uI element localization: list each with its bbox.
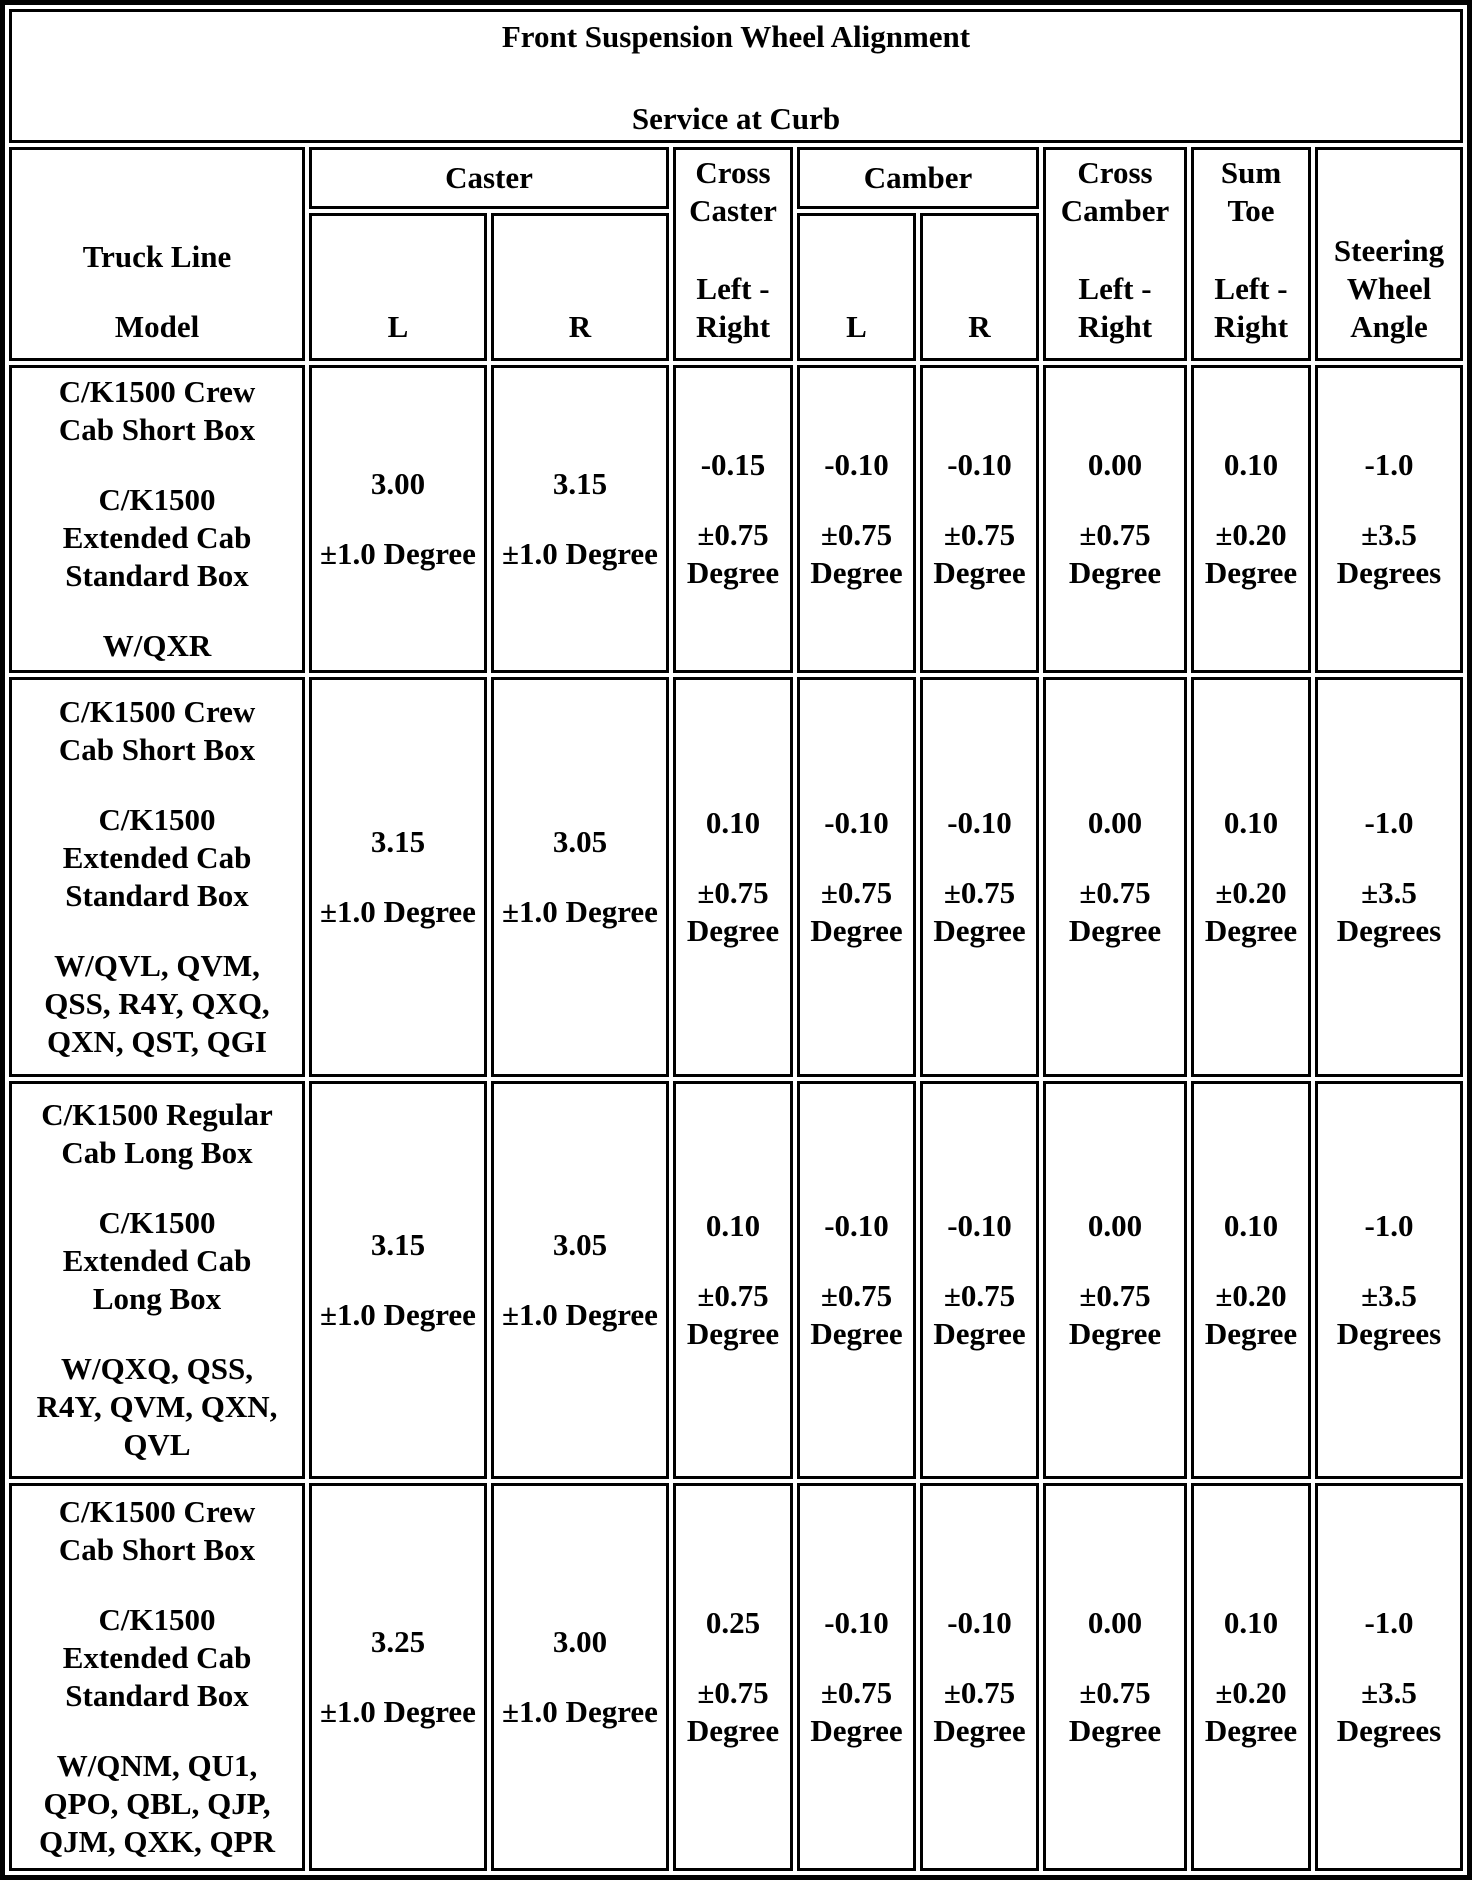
- data-row: [9, 365, 1463, 673]
- data-row: [9, 1081, 1463, 1479]
- header-caster-right: R: [491, 213, 669, 361]
- spec-tolerance: ±0.75 Degree: [933, 517, 1026, 590]
- spec-value: -0.10: [947, 805, 1012, 840]
- spec-tolerance: ±1.0 Degree: [502, 894, 658, 929]
- header-camber: Camber: [797, 147, 1039, 209]
- header-camber-left: L: [797, 213, 916, 361]
- table-title-cell: [9, 9, 1463, 143]
- header-cross-caster-leftright: Left - Right: [695, 271, 771, 344]
- spec-tolerance: ±1.0 Degree: [320, 1297, 476, 1332]
- spec-value: 0.25: [705, 1605, 761, 1640]
- spec-value: 0.00: [1087, 447, 1143, 482]
- spec-value: 3.00: [370, 466, 426, 501]
- header-model-label: Model: [114, 309, 200, 344]
- camber-right-cell: [920, 365, 1039, 673]
- spec-tolerance: ±0.75 Degree: [1068, 517, 1162, 590]
- page-title: Front Suspension Wheel Alignment: [501, 19, 971, 54]
- spec-tolerance: ±0.75 Degree: [1068, 1278, 1162, 1351]
- spec-value: 3.00: [552, 1624, 608, 1659]
- truck-line-model-cell: [9, 1081, 305, 1479]
- spec-tolerance: ±3.5 Degrees: [1336, 517, 1442, 590]
- spec-tolerance: ±1.0 Degree: [502, 1694, 658, 1729]
- sum-toe-cell: [1191, 1483, 1311, 1871]
- model-text: C/K1500 Crew Cab Short Box: [58, 694, 256, 767]
- camber-right-cell: [920, 677, 1039, 1077]
- spec-value: -0.15: [700, 447, 766, 482]
- cross-camber-cell: [1043, 365, 1187, 673]
- spec-value: 3.05: [552, 1227, 608, 1262]
- spec-tolerance: ±0.75 Degree: [933, 875, 1026, 948]
- spec-tolerance: ±1.0 Degree: [320, 894, 476, 929]
- spec-value: 0.00: [1087, 1208, 1143, 1243]
- spec-tolerance: ±0.75 Degree: [686, 1675, 780, 1748]
- spec-value: -0.10: [824, 1605, 889, 1640]
- spec-value: 0.10: [1223, 447, 1279, 482]
- header-cross-camber-leftright: Left - Right: [1077, 271, 1153, 344]
- data-row: [9, 1483, 1463, 1871]
- header-sum-toe-leftright: Left - Right: [1213, 271, 1289, 344]
- spec-value: -1.0: [1364, 1605, 1414, 1640]
- model-text: W/QXQ, QSS, R4Y, QVM, QXN, QVL: [36, 1351, 278, 1462]
- camber-right-cell: [920, 1483, 1039, 1871]
- caster-left-cell: [309, 677, 487, 1077]
- spec-tolerance: ±0.75 Degree: [933, 1675, 1026, 1748]
- header-sum-toe: [1191, 147, 1311, 361]
- spec-tolerance: ±1.0 Degree: [320, 536, 476, 571]
- steering-wheel-angle-cell: [1315, 1081, 1463, 1479]
- header-caster: Caster: [309, 147, 669, 209]
- caster-right-cell: [491, 1081, 669, 1479]
- spec-tolerance: ±3.5 Degrees: [1336, 1278, 1442, 1351]
- spec-value: -1.0: [1364, 1208, 1414, 1243]
- model-text: C/K1500 Extended Cab Standard Box: [62, 802, 252, 913]
- header-caster-left: L: [309, 213, 487, 361]
- model-text: W/QNM, QU1, QPO, QBL, QJP, QJM, QXK, QPR: [39, 1748, 275, 1859]
- camber-left-cell: [797, 677, 916, 1077]
- spec-tolerance: ±0.75 Degree: [810, 875, 903, 948]
- caster-left-cell: [309, 1081, 487, 1479]
- header-sum-toe-label: Sum Toe: [1220, 155, 1282, 228]
- spec-tolerance: ±0.75 Degree: [686, 517, 780, 590]
- header-steering-wheel-angle: [1315, 147, 1463, 361]
- spec-tolerance: ±0.75 Degree: [810, 1278, 903, 1351]
- model-text: C/K1500 Crew Cab Short Box: [58, 374, 256, 447]
- spec-value: -0.10: [824, 1208, 889, 1243]
- spec-tolerance: ±0.75 Degree: [1068, 1675, 1162, 1748]
- spec-value: 3.15: [370, 824, 426, 859]
- spec-value: -0.10: [947, 447, 1012, 482]
- spec-value: 0.10: [1223, 1605, 1279, 1640]
- caster-left-cell: [309, 1483, 487, 1871]
- spec-value: 0.10: [705, 805, 761, 840]
- spec-tolerance: ±0.75 Degree: [686, 1278, 780, 1351]
- header-camber-right: R: [920, 213, 1039, 361]
- caster-right-cell: [491, 1483, 669, 1871]
- title-row: [9, 9, 1463, 143]
- spec-tolerance: ±1.0 Degree: [320, 1694, 476, 1729]
- spec-value: 3.15: [370, 1227, 426, 1262]
- cross-caster-cell: [673, 677, 793, 1077]
- model-text: W/QXR: [102, 628, 212, 663]
- header-truck-line-model: [9, 147, 305, 361]
- cross-camber-cell: [1043, 1483, 1187, 1871]
- spec-value: -0.10: [824, 447, 889, 482]
- spec-value: 0.00: [1087, 1605, 1143, 1640]
- spec-value: 0.10: [1223, 1208, 1279, 1243]
- spec-value: 0.00: [1087, 805, 1143, 840]
- spec-value: -0.10: [947, 1605, 1012, 1640]
- data-row: [9, 677, 1463, 1077]
- spec-tolerance: ±1.0 Degree: [502, 536, 658, 571]
- header-cross-caster-label: Cross Caster: [689, 155, 777, 228]
- spec-value: 0.10: [705, 1208, 761, 1243]
- cross-camber-cell: [1043, 677, 1187, 1077]
- sum-toe-cell: [1191, 365, 1311, 673]
- model-text: C/K1500 Extended Cab Standard Box: [62, 482, 252, 593]
- spec-value: -1.0: [1364, 447, 1414, 482]
- model-text: C/K1500 Regular Cab Long Box: [41, 1097, 273, 1170]
- cross-caster-cell: [673, 365, 793, 673]
- header-steering-label: Steering Wheel Angle: [1333, 233, 1445, 344]
- model-text: C/K1500 Extended Cab Standard Box: [62, 1602, 252, 1713]
- caster-right-cell: [491, 677, 669, 1077]
- caster-left-cell: [309, 365, 487, 673]
- spec-value: -1.0: [1364, 805, 1414, 840]
- spec-tolerance: ±0.75 Degree: [810, 1675, 903, 1748]
- spec-tolerance: ±0.20 Degree: [1204, 517, 1298, 590]
- spec-tolerance: ±0.20 Degree: [1204, 1675, 1298, 1748]
- camber-left-cell: [797, 365, 916, 673]
- spec-value: -0.10: [824, 805, 889, 840]
- model-text: W/QVL, QVM, QSS, R4Y, QXQ, QXN, QST, QGI: [44, 948, 270, 1059]
- spec-tolerance: ±0.20 Degree: [1204, 875, 1298, 948]
- camber-right-cell: [920, 1081, 1039, 1479]
- header-truck-line-label: Truck Line: [82, 239, 232, 274]
- header-group-row: [9, 147, 1463, 209]
- header-cross-camber-label: Cross Camber: [1060, 155, 1170, 228]
- model-text: C/K1500 Extended Cab Long Box: [62, 1205, 252, 1316]
- spec-tolerance: ±3.5 Degrees: [1336, 875, 1442, 948]
- spec-tolerance: ±0.75 Degree: [933, 1278, 1026, 1351]
- steering-wheel-angle-cell: [1315, 365, 1463, 673]
- spec-tolerance: ±0.20 Degree: [1204, 1278, 1298, 1351]
- sum-toe-cell: [1191, 677, 1311, 1077]
- camber-left-cell: [797, 1483, 916, 1871]
- truck-line-model-cell: [9, 365, 305, 673]
- truck-line-model-cell: [9, 1483, 305, 1871]
- cross-caster-cell: [673, 1081, 793, 1479]
- spec-value: 3.15: [552, 466, 608, 501]
- spec-value: 3.25: [370, 1624, 426, 1659]
- caster-right-cell: [491, 365, 669, 673]
- steering-wheel-angle-cell: [1315, 1483, 1463, 1871]
- spec-value: 3.05: [552, 824, 608, 859]
- spec-tolerance: ±0.75 Degree: [686, 875, 780, 948]
- model-text: C/K1500 Crew Cab Short Box: [58, 1494, 256, 1567]
- spec-value: 0.10: [1223, 805, 1279, 840]
- header-cross-camber: [1043, 147, 1187, 361]
- header-cross-caster: [673, 147, 793, 361]
- spec-tolerance: ±0.75 Degree: [810, 517, 903, 590]
- steering-wheel-angle-cell: [1315, 677, 1463, 1077]
- page-subtitle: Service at Curb: [631, 101, 841, 136]
- truck-line-model-cell: [9, 677, 305, 1077]
- spec-tolerance: ±3.5 Degrees: [1336, 1675, 1442, 1748]
- spec-tolerance: ±0.75 Degree: [1068, 875, 1162, 948]
- cross-caster-cell: [673, 1483, 793, 1871]
- sum-toe-cell: [1191, 1081, 1311, 1479]
- camber-left-cell: [797, 1081, 916, 1479]
- spec-tolerance: ±1.0 Degree: [502, 1297, 658, 1332]
- spec-value: -0.10: [947, 1208, 1012, 1243]
- cross-camber-cell: [1043, 1081, 1187, 1479]
